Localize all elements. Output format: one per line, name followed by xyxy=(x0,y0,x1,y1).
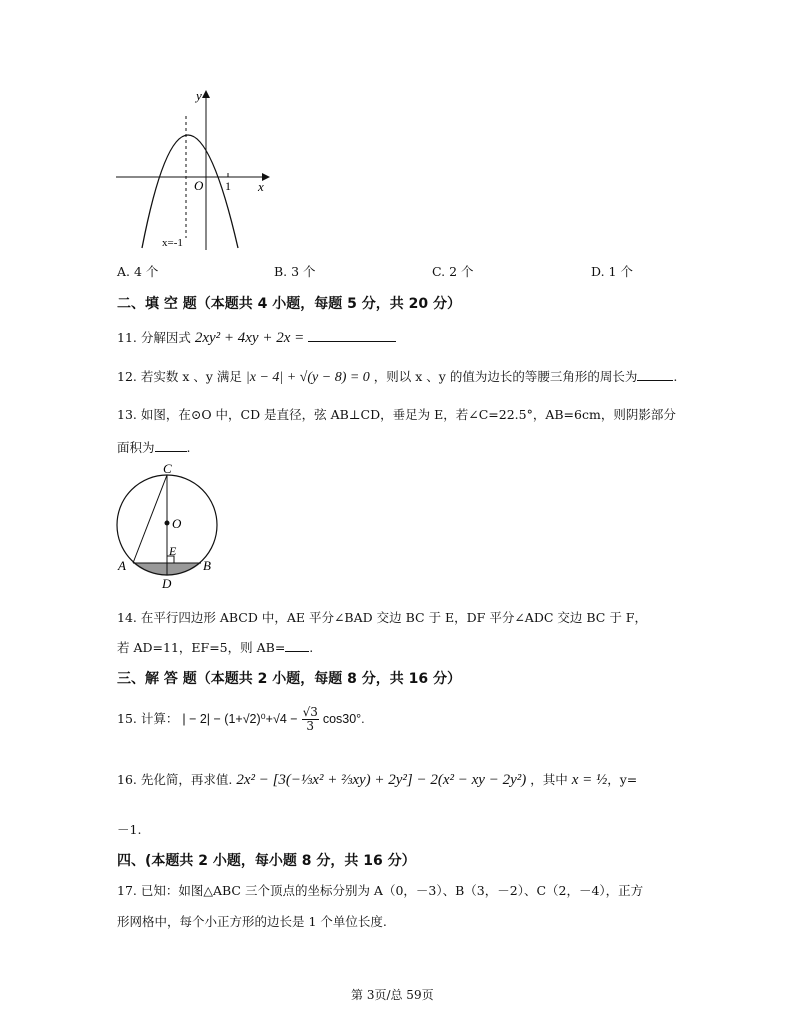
q11-text: 11. 分解因式 xyxy=(117,330,191,345)
section3-title: 三、解 答 题（本题共 2 小题，每题 8 分，共 16 分） xyxy=(117,671,461,687)
question-16: 16. 先化简，再求值. 2x² − [3(−⅓x² + ⅔xy) + 2y²] − 2(x² − xy − 2y²) ，其中 x = ½，y= xyxy=(117,772,638,788)
question-13-line2: 面积为 . xyxy=(117,440,191,455)
question-11 xyxy=(117,328,396,347)
label-e: E xyxy=(169,544,177,558)
question-16-line2: －1. xyxy=(117,822,142,837)
circle-figure xyxy=(112,462,222,592)
x-axis-label: x xyxy=(258,179,264,194)
parabola-figure xyxy=(110,88,280,258)
q16-cond-x: x = ½ xyxy=(571,772,608,788)
choice-d: D. 1 个 xyxy=(591,264,633,279)
q11-answer-blank[interactable] xyxy=(308,341,396,342)
question-17-line1: 17. 已知：如图△ABC 三个顶点的坐标分别为 A（0，－3）、B（3，－2）、C（2，－4），正方 xyxy=(117,883,644,898)
question-13-line1: 13. 如图，在⊙O 中，CD 是直径，弦 AB⊥CD，垂足为 E，若∠C=22.5°，AB=6cm，则阴影部分 xyxy=(117,407,676,422)
label-b: B xyxy=(203,558,211,573)
q13-answer-blank[interactable] xyxy=(155,451,187,452)
q12-prefix: 12. 若实数 x 、y 满足 xyxy=(117,369,242,384)
question-14-line2: 若 AD=11，EF=5，则 AB= . xyxy=(117,640,314,655)
q16-expr: 2x² − [3(−⅓x² + ⅔xy) + 2y²] − 2(x² − xy − 2y²) xyxy=(236,772,527,788)
tick-one-label: 1 xyxy=(225,179,231,193)
choice-a: A. 4 个 xyxy=(117,264,159,279)
section2-title: 二、填 空 题（本题共 4 小题，每题 5 分，共 20 分） xyxy=(117,296,461,312)
label-c: C xyxy=(163,462,172,476)
question-15: 15. 计算： | − 2| − (1+√2)⁰+√4 − $\frac{√3}{3}$ cos30°. xyxy=(117,705,365,733)
question-17-line2: 形网格中，每个小正方形的边长是 1 个单位长度. xyxy=(117,914,387,929)
question-14-line1: 14. 在平行四边形 ABCD 中，AE 平分∠BAD 交边 BC 于 E，DF 平分∠ADC 交边 BC 于 F， xyxy=(117,610,647,625)
section4-title: 四、(本题共 2 小题，每小题 8 分，共 16 分） xyxy=(117,853,416,869)
label-d: D xyxy=(162,576,172,591)
question-12: 12. 若实数 x 、y 满足 |x − 4| + √(y − 8) = 0 ，则以 x 、y 的值为边长的等腰三角形的周长为 . xyxy=(117,369,678,385)
page-footer: 第 3页/总 59页 xyxy=(351,988,434,1002)
q14-answer-blank[interactable] xyxy=(285,651,309,652)
choice-b: B. 3 个 xyxy=(274,264,316,279)
q15-fraction: $\frac{√3}{3}$ xyxy=(302,705,318,733)
symmetry-axis-label: x=-1 xyxy=(162,237,183,249)
q12-suffix: ，则以 x 、y 的值为边长的等腰三角形的周长为 xyxy=(373,369,638,384)
q11-expr: 2xy² + 4xy + 2x = xyxy=(194,330,305,346)
origin-label: O xyxy=(194,178,204,193)
q12-expr: |x − 4| + √(y − 8) = 0 xyxy=(245,370,370,385)
label-a: A xyxy=(118,558,126,573)
q12-answer-blank[interactable] xyxy=(637,380,673,381)
y-axis-label: y xyxy=(196,88,202,103)
choice-c: C. 2 个 xyxy=(432,264,474,279)
q15-expr: | − 2| − (1+√2)⁰+√4 − xyxy=(182,712,298,726)
label-o: O xyxy=(172,516,182,531)
